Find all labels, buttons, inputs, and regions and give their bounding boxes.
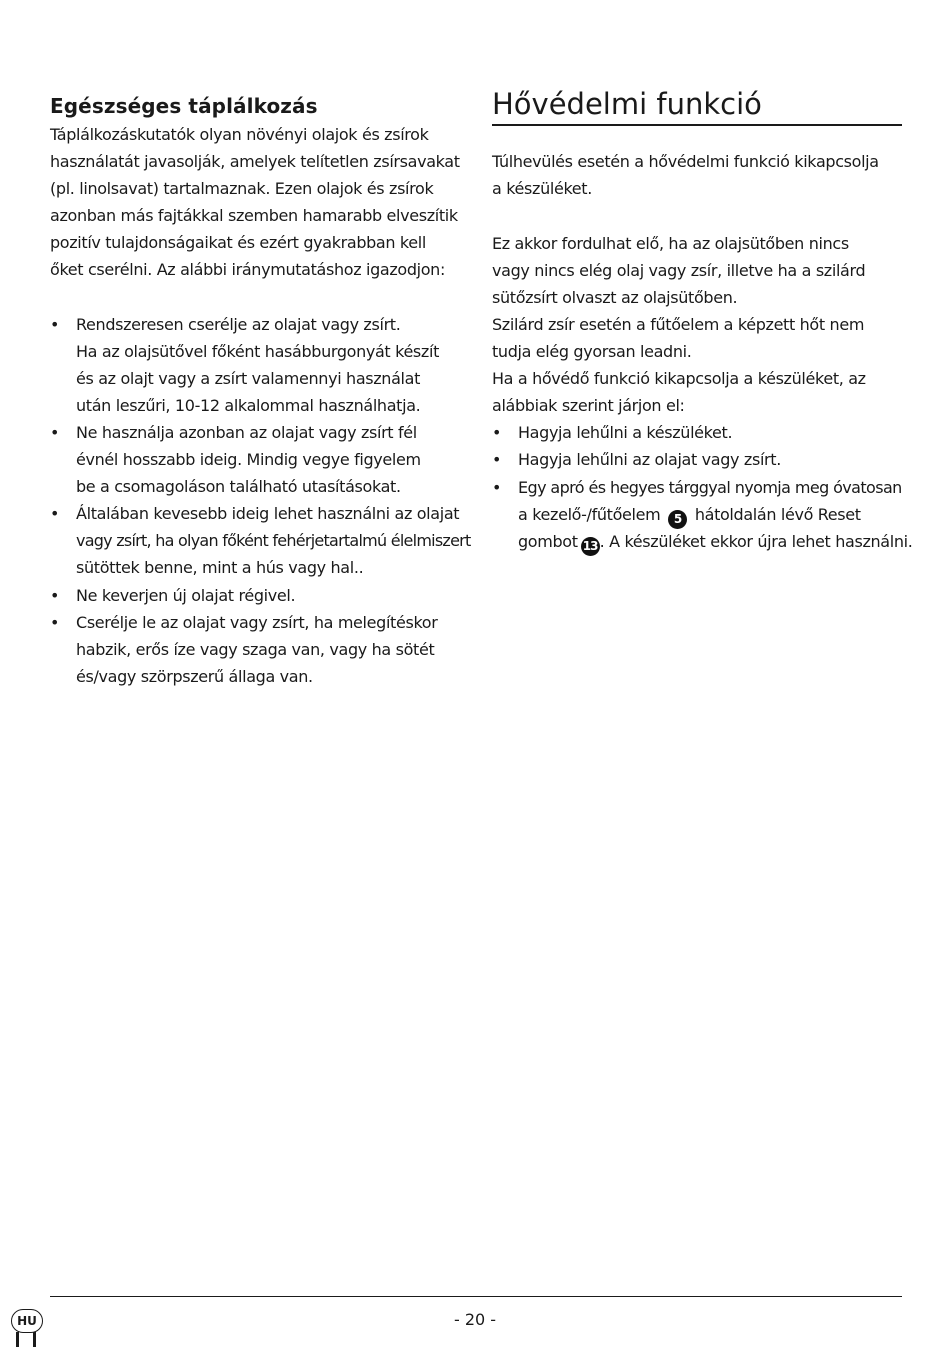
list-item-line: Cserélje le az olajat vagy zsírt, ha melegítéskor: [76, 613, 438, 632]
inline-text: . A készüléket ekkor újra lehet használni.: [599, 532, 913, 551]
bullet-dot: •: [50, 613, 60, 632]
list-item-line: és az olajt vagy a zsírt valamennyi használat: [76, 369, 421, 388]
list-item-line: után leszűri, 10-12 alkalommal használhatja.: [76, 396, 421, 415]
inline-text: gombot: [518, 532, 578, 551]
section-heading-healthy-eating: Egészséges táplálkozás: [50, 94, 318, 118]
bullet-dot: •: [492, 450, 502, 469]
paragraph-line: Ha a hővédő funkció kikapcsolja a készüléket, az: [492, 369, 866, 388]
language-badge: HU: [11, 1309, 43, 1333]
intro-line: azonban más fajtákkal szemben hamarabb elveszítik: [50, 206, 458, 225]
list-item-line: Hagyja lehűlni az olajat vagy zsírt.: [518, 450, 781, 469]
footer-rule: [50, 1296, 902, 1297]
bullet-dot: •: [50, 504, 60, 523]
heading-underline: [492, 124, 902, 126]
list-item-line: Egy apró és hegyes tárggyal nyomja meg óvatosan: [518, 478, 902, 497]
list-item-line: vagy zsírt, ha olyan főként fehérjetartalmú élelmiszert: [76, 531, 471, 550]
bullet-dot: •: [50, 315, 60, 334]
inline-text: hátoldalán lévő Reset: [694, 505, 861, 524]
list-item-line: Általában kevesebb ideig lehet használni az olajat: [76, 504, 460, 523]
list-item-line: Hagyja lehűlni a készüléket.: [518, 423, 733, 442]
list-item-line: Ne keverjen új olajat régivel.: [76, 586, 296, 605]
inline-text: a kezelő-/fűtőelem: [518, 505, 661, 524]
list-item-line: sütöttek benne, mint a hús vagy hal..: [76, 558, 364, 577]
bullet-dot: •: [492, 478, 502, 497]
bullet-dot: •: [492, 423, 502, 442]
paragraph-line: Túlhevülés esetén a hővédelmi funkció kikapcsolja: [492, 152, 879, 171]
page-number: - 20 -: [453, 1310, 497, 1329]
bullet-dot: •: [50, 586, 60, 605]
paragraph-line: tudja elég gyorsan leadni.: [492, 342, 692, 361]
list-item-line: [518, 505, 861, 529]
part-number-badge: 5: [668, 510, 687, 529]
intro-line: őket cserélni. Az alábbi iránymutatáshoz igazodjon:: [50, 260, 446, 279]
list-item-line: évnél hosszabb ideig. Mindig vegye figyelem: [76, 450, 421, 469]
intro-line: használatát javasolják, amelyek telítetlen zsírsavakat: [50, 152, 460, 171]
list-item-line: [518, 532, 912, 556]
paragraph-line: alábbiak szerint járjon el:: [492, 396, 685, 415]
list-item-line: és/vagy szörpszerű állaga van.: [76, 667, 313, 686]
paragraph-line: Ez akkor fordulhat elő, ha az olajsütőben nincs: [492, 234, 849, 253]
list-item-line: Ne használja azonban az olajat vagy zsírt fél: [76, 423, 417, 442]
paragraph-line: a készüléket.: [492, 179, 592, 198]
section-heading-thermal-protection: Hővédelmi funkció: [492, 87, 762, 121]
paragraph-line: sütőzsírt olvaszt az olajsütőben.: [492, 288, 738, 307]
paragraph-line: Szilárd zsír esetén a fűtőelem a képzett hőt nem: [492, 315, 865, 334]
intro-line: (pl. linolsavat) tartalmaznak. Ezen olajok és zsírok: [50, 179, 434, 198]
list-item-line: be a csomagoláson található utasításokat.: [76, 477, 401, 496]
list-item-line: Rendszeresen cserélje az olajat vagy zsírt.: [76, 315, 401, 334]
language-badge-decoration: [33, 1332, 36, 1347]
intro-line: pozitív tulajdonságaikat és ezért gyakrabban kell: [50, 233, 426, 252]
bullet-dot: •: [50, 423, 60, 442]
part-number-badge: 13: [581, 537, 600, 556]
language-badge-decoration: [16, 1332, 19, 1347]
paragraph-line: vagy nincs elég olaj vagy zsír, illetve ha a szilárd: [492, 261, 866, 280]
list-item-line: Ha az olajsütővel főként hasábburgonyát készít: [76, 342, 439, 361]
list-item-line: habzik, erős íze vagy szaga van, vagy ha sötét: [76, 640, 435, 659]
intro-line: Táplálkozáskutatók olyan növényi olajok és zsírok: [50, 125, 429, 144]
